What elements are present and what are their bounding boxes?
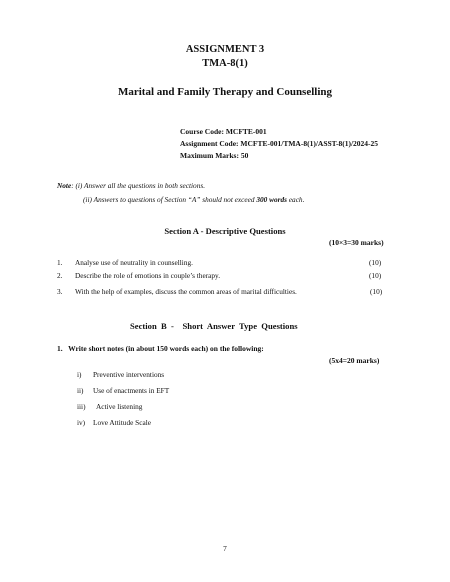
document-title: Marital and Family Therapy and Counselling: [117, 86, 333, 98]
assignment-code: Assignment Code: MCFTE-001/TMA-8(1)/ASST-8(1)/2024-25: [180, 139, 379, 148]
section-a-marks: (10×3=30 marks): [329, 238, 384, 247]
note-label: Note: [57, 181, 72, 190]
note-text-2-post: each.: [286, 195, 305, 204]
section-b-title: Section B - Short Answer Type Questions: [130, 321, 298, 331]
note-line-1: [57, 181, 205, 190]
note-line-2: [83, 195, 304, 204]
page-number: 7: [223, 544, 227, 553]
item-number: i): [77, 370, 82, 379]
section-b-question: 1. Write short notes (in about 150 words each) on the following:: [57, 344, 264, 353]
tma-heading: TMA-8(1): [202, 58, 248, 69]
maximum-marks: Maximum Marks: 50: [180, 151, 249, 160]
question-text: With the help of examples, discuss the common areas of marital difficulties.: [75, 287, 297, 296]
question-number: 3.: [57, 287, 63, 296]
assignment-heading: ASSIGNMENT 3: [185, 44, 265, 55]
item-text: Preventive interventions: [93, 370, 165, 379]
question-marks: (10): [369, 271, 382, 280]
item-text: Love Attitude Scale: [93, 418, 151, 427]
question-marks: (10): [370, 287, 383, 296]
note-word-limit: 300 words: [256, 195, 287, 204]
question-number: 2.: [57, 271, 63, 280]
item-number: iii): [77, 402, 86, 411]
course-code: Course Code: MCFTE-001: [180, 127, 267, 136]
question-marks: (10): [369, 258, 382, 267]
item-text: Use of enactments in EFT: [93, 386, 170, 395]
question-text: Analyse use of neutrality in counselling.: [75, 258, 193, 267]
item-text: Active listening: [96, 402, 143, 411]
item-number: ii): [77, 386, 84, 395]
question-number: 1.: [57, 258, 63, 267]
section-b-marks: (5x4=20 marks): [329, 356, 380, 365]
section-a-title: Section A - Descriptive Questions: [164, 226, 286, 236]
note-text-1: : (i) Answer all the questions in both sections.: [71, 181, 206, 190]
question-text: Describe the role of emotions in couple’s therapy.: [75, 271, 221, 280]
item-number: iv): [77, 418, 86, 427]
note-text-2-pre: (ii) Answers to questions of Section “A” should not exceed: [83, 195, 257, 204]
